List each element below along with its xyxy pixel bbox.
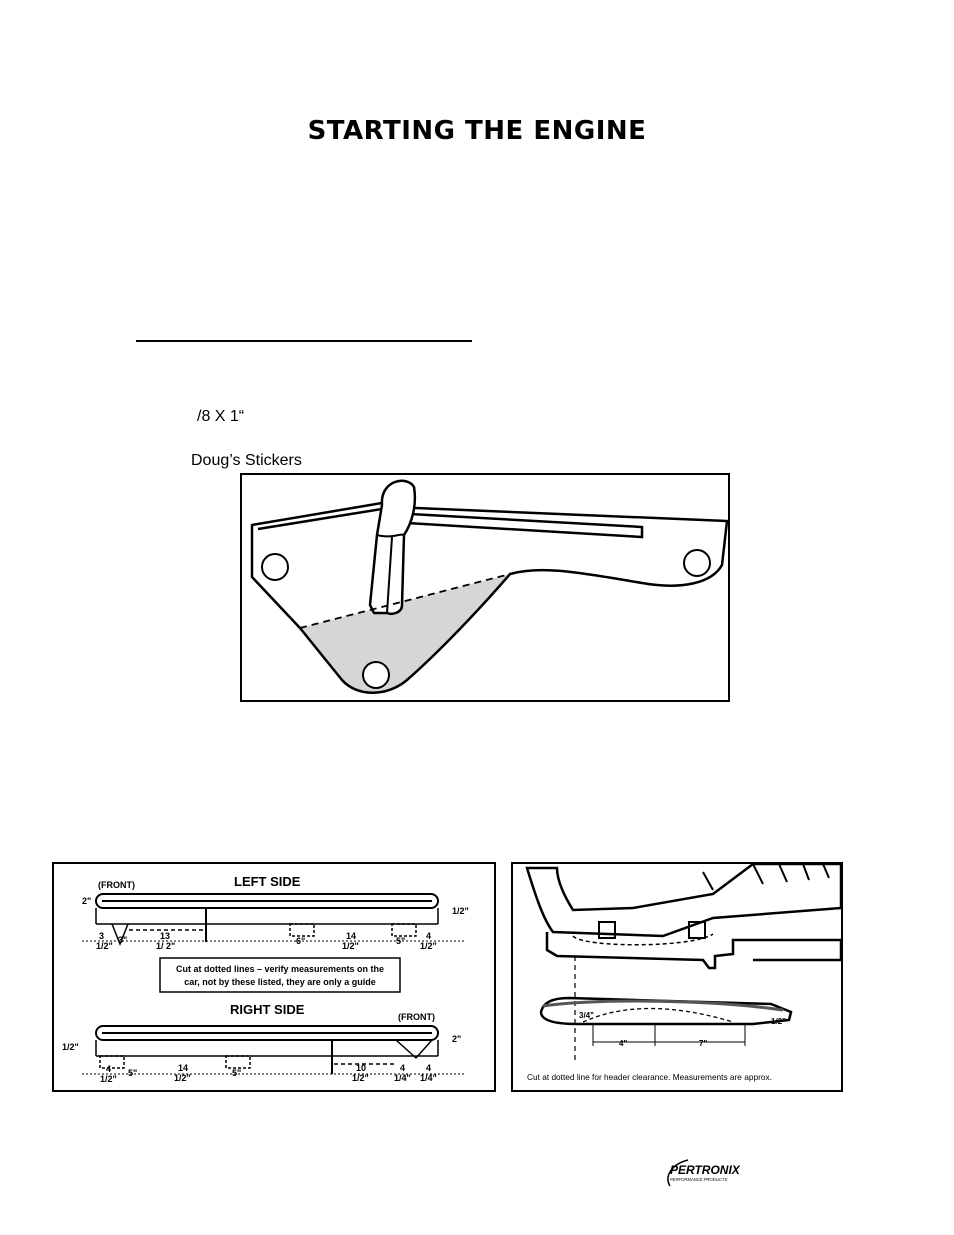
logo-tagline: PERFORMANCE PRODUCTS <box>670 1177 728 1182</box>
header-dim-1-2: 1/2" <box>771 1017 786 1026</box>
left-dim-14-a: 14 <box>346 931 357 941</box>
right-dim-4a-a: 4 <box>106 1064 112 1074</box>
cut-measurement-drawing <box>54 864 494 1090</box>
header-clearance-diagram <box>511 862 843 1092</box>
right-dim-14-b: 1/2" <box>174 1073 191 1083</box>
bolt-size-text: /8 X 1“ <box>197 408 245 425</box>
right-side-title: RIGHT SIDE <box>230 1002 305 1017</box>
left-dim-6: 6" <box>296 936 306 946</box>
pertronix-logo <box>664 1156 746 1192</box>
right-dim-5a: 5" <box>128 1068 138 1078</box>
bracket-diagram <box>240 473 730 702</box>
left-front-label: (FRONT) <box>98 880 135 890</box>
bracket-hole-left <box>262 554 288 580</box>
underline-rule <box>136 340 472 342</box>
right-dim-10-a: 10 <box>356 1063 367 1073</box>
cut-measurement-diagram <box>52 862 496 1092</box>
bracket-outline <box>252 503 727 693</box>
left-dim-2: 2" <box>82 896 92 906</box>
bracket-drawing <box>242 475 728 700</box>
right-dim-10-b: 1/2" <box>352 1073 369 1083</box>
page-title: STARTING THE ENGINE <box>307 116 647 146</box>
header-caption: Cut at dotted line for header clearance. Measurements are approx. <box>527 1072 772 1082</box>
supplier-text: Doug’s Stickers <box>191 452 302 469</box>
left-dim-13-a: 13 <box>160 931 171 941</box>
right-dim-4b-b: 1/4" <box>394 1073 411 1083</box>
right-dim-half: 1/2" <box>62 1042 79 1052</box>
logo-brand: PERTRONIX <box>670 1163 740 1177</box>
right-dim-2: 2" <box>452 1034 462 1044</box>
left-dim-3-half-a: 3 <box>99 931 105 941</box>
left-dim-4-b: 1/2" <box>420 941 437 951</box>
header-dim-4: 4" <box>619 1039 628 1048</box>
header-clearance-drawing <box>513 864 841 1090</box>
cut-note-line1: Cut at dotted lines – verify measurements on the <box>175 964 385 974</box>
bracket-arm <box>370 481 415 614</box>
left-dim-14-b: 1/2" <box>342 941 359 951</box>
right-dim-14-a: 14 <box>178 1063 189 1073</box>
right-dim-4c-a: 4 <box>426 1063 432 1073</box>
left-dim-3: 3" <box>118 935 128 945</box>
header-dim-3-4: 3/4" <box>579 1011 594 1020</box>
left-dim-half: 1/2" <box>452 906 469 916</box>
right-dim-5b: 5" <box>232 1068 242 1078</box>
left-dim-4-a: 4 <box>426 931 432 941</box>
right-dim-4a-b: 1/2" <box>100 1074 117 1084</box>
pertronix-logo-mark <box>664 1156 746 1192</box>
cut-note-line2: car, not by these listed, they are only a guide <box>184 977 376 987</box>
left-side-title: LEFT SIDE <box>234 874 301 889</box>
left-dim-13-b: 1/ 2" <box>156 941 176 951</box>
bracket-hole-bottom <box>363 662 389 688</box>
right-front-label: (FRONT) <box>398 1012 435 1022</box>
left-dim-5: 5" <box>396 936 406 946</box>
right-dim-4c-b: 1/4" <box>420 1073 437 1083</box>
bracket-hole-right <box>684 550 710 576</box>
left-dim-3-half-b: 1/2" <box>96 941 113 951</box>
right-dim-4b-a: 4 <box>400 1063 406 1073</box>
exhaust-manifold-shape <box>527 864 841 936</box>
bracket-shaded-cut-area <box>300 574 510 693</box>
header-dim-7: 7" <box>699 1039 708 1048</box>
